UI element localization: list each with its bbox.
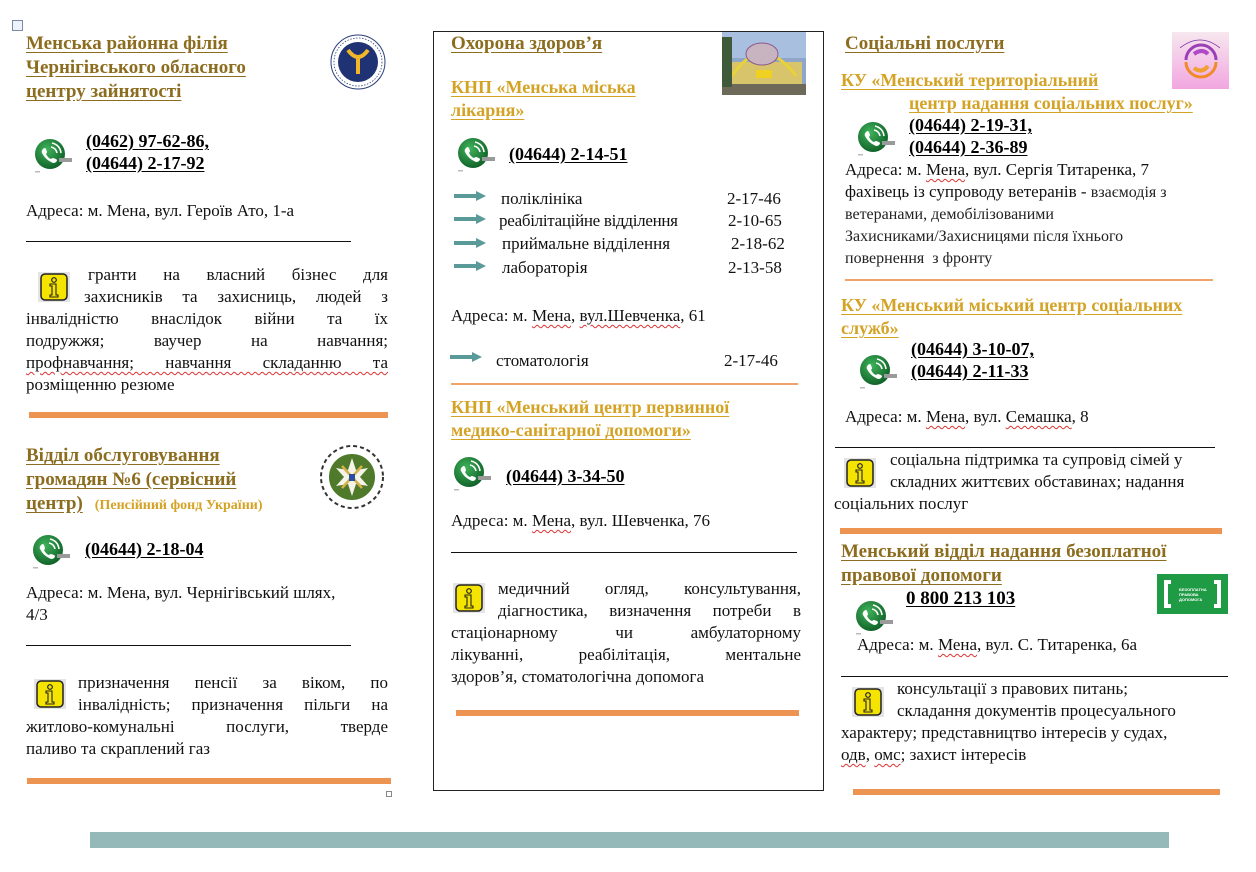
hospital-phone[interactable]: (04644) 2-14-51: [509, 144, 628, 164]
department-phone: 2-18-62: [731, 234, 785, 253]
department-name: лабораторія: [502, 258, 588, 277]
employment-phones[interactable]: (0462) 97-62-86, (04644) 2-17-92: [86, 131, 209, 173]
arrow-right-icon: [454, 214, 486, 224]
social-section-title: Соціальні послуги: [845, 33, 1005, 54]
city-hospital-title[interactable]: КНП «Менська міська лікарня»: [451, 77, 636, 120]
phone-icon: [856, 119, 896, 157]
orange-separator: [27, 778, 391, 784]
pension-phone[interactable]: (04644) 2-18-04: [85, 539, 204, 559]
phone-icon: [31, 532, 71, 570]
legal-aid-description: консультації з правових питань; складання документів процесуального характеру; представництво інтересів у судах, одв, омс; захист інтересів: [841, 679, 1176, 764]
territorial-address-and-veterans: Адреса: м. Мена, вул. Сергія Титаренка, 7 фахівець із супроводу ветеранів - взаємодія з ветеранами, демобілізованими Захисниками/Захисницями після їхнього повернення з фронту: [845, 160, 1167, 267]
orange-separator: [840, 528, 1222, 534]
spellcheck-word: профнавчання; навчання складанню та: [26, 353, 388, 372]
orange-separator: [845, 279, 1213, 281]
primary-care-address: Адреса: м. Мена, вул. Шевченка, 76: [451, 511, 711, 530]
divider: [26, 645, 351, 646]
orange-separator: [451, 383, 798, 385]
divider: [841, 676, 1228, 677]
orange-separator: [456, 710, 799, 716]
divider: [26, 241, 351, 242]
primary-care-title[interactable]: КНП «Менський центр первинної медико-санітарної допомоги»: [451, 397, 730, 440]
health-services-description: медичний огляд, консультування, діагностика, визначення потреби в стаціонарному чи амбулаторному лікуванні, реабілітація, ментальне здоров’я, стоматологічна допомога: [451, 579, 801, 686]
department-phone: 2-13-58: [728, 258, 782, 277]
department-name: приймальне відділення: [502, 234, 671, 253]
legal-aid-logo-text: БЕЗОПЛАТНА ПРАВОВА ДОПОМОГА: [1179, 587, 1207, 602]
orange-separator: [853, 789, 1220, 795]
department-phone: 2-17-46: [727, 189, 781, 208]
territorial-phones[interactable]: (04644) 2-19-31, (04644) 2-36-89: [909, 115, 1032, 157]
city-social-address: Адреса: м. Мена, вул. Семашка, 8: [845, 407, 1089, 426]
employment-center-title[interactable]: Менська районна філія Чернігівського обласного центру зайнятості: [26, 33, 246, 102]
department-name: поліклініка: [501, 189, 583, 208]
phone-icon: [854, 598, 894, 636]
legal-aid-title[interactable]: Менський відділ надання безоплатної правової допомоги: [841, 541, 1167, 586]
pension-address: Адреса: м. Мена, вул. Чернігівський шлях, 4/3: [26, 583, 336, 624]
divider: [451, 552, 797, 553]
table-move-handle[interactable]: [12, 20, 23, 31]
department-name: стоматологія: [496, 351, 589, 370]
phone-icon: [452, 454, 492, 492]
city-social-center-title[interactable]: КУ «Менський міський центр соціальних служб»: [841, 295, 1183, 338]
legal-aid-address: Адреса: м. Мена, вул. С. Титаренка, 6а: [857, 635, 1138, 654]
pension-subtitle: (Пенсійний фонд України): [94, 498, 263, 513]
city-social-phones[interactable]: (04644) 3-10-07, (04644) 2-11-33: [911, 339, 1034, 381]
pension-fund-logo-icon: [318, 444, 386, 510]
employment-address: Адреса: м. Мена, вул. Героїв Ато, 1-а: [26, 201, 295, 220]
legal-aid-phone[interactable]: 0 800 213 103: [906, 588, 1016, 609]
hospital-photo-icon: [722, 32, 806, 95]
legal-aid-logo-icon: [1157, 574, 1228, 614]
territorial-center-title[interactable]: КУ «Менський територіальний центр надання соціальних послуг»: [841, 70, 1193, 113]
arrow-right-icon: [450, 352, 482, 362]
divider: [835, 447, 1215, 448]
arrow-right-icon: [454, 261, 486, 271]
phone-icon: [858, 352, 898, 390]
department-phone: 2-10-65: [728, 211, 782, 230]
hospital-address: Адреса: м. Мена, вул.Шевченка, 61: [451, 306, 706, 325]
city-social-description: соціальна підтримка та супровід сімей у складних життєвих обставинах; надання соціальних послуг: [834, 450, 1185, 513]
pension-services-description: призначення пенсії за віком, по інвалідність; призначення пільги на житлово-комунальні послуги, тверде паливо та скраплений газ: [26, 673, 388, 758]
arrow-right-icon: [454, 238, 486, 248]
employment-service-logo-icon: [330, 34, 386, 90]
health-section-title: Охорона здоров’я: [451, 33, 603, 54]
phone-icon: [456, 135, 496, 173]
employment-services-description: гранти на власний бізнес для захисників та захисниць, людей з інвалідністю внаслідок війни та їх подружжя; ваучер на навчання; профнавчання; навчання складанню та розміщенню резюме: [26, 265, 388, 394]
phone-icon: [33, 136, 73, 174]
table-resize-handle[interactable]: [386, 791, 392, 797]
pension-center-title[interactable]: Відділ обслуговування громадян №6 (сервісний центр) (Пенсійний фонд України): [26, 444, 316, 518]
footer-bar: [90, 832, 1169, 848]
orange-separator: [29, 412, 388, 418]
department-name: реабілітаційне відділення: [499, 211, 678, 230]
department-phone: 2-17-46: [724, 351, 778, 370]
primary-care-phone[interactable]: (04644) 3-34-50: [506, 466, 625, 486]
arrow-right-icon: [454, 191, 486, 201]
